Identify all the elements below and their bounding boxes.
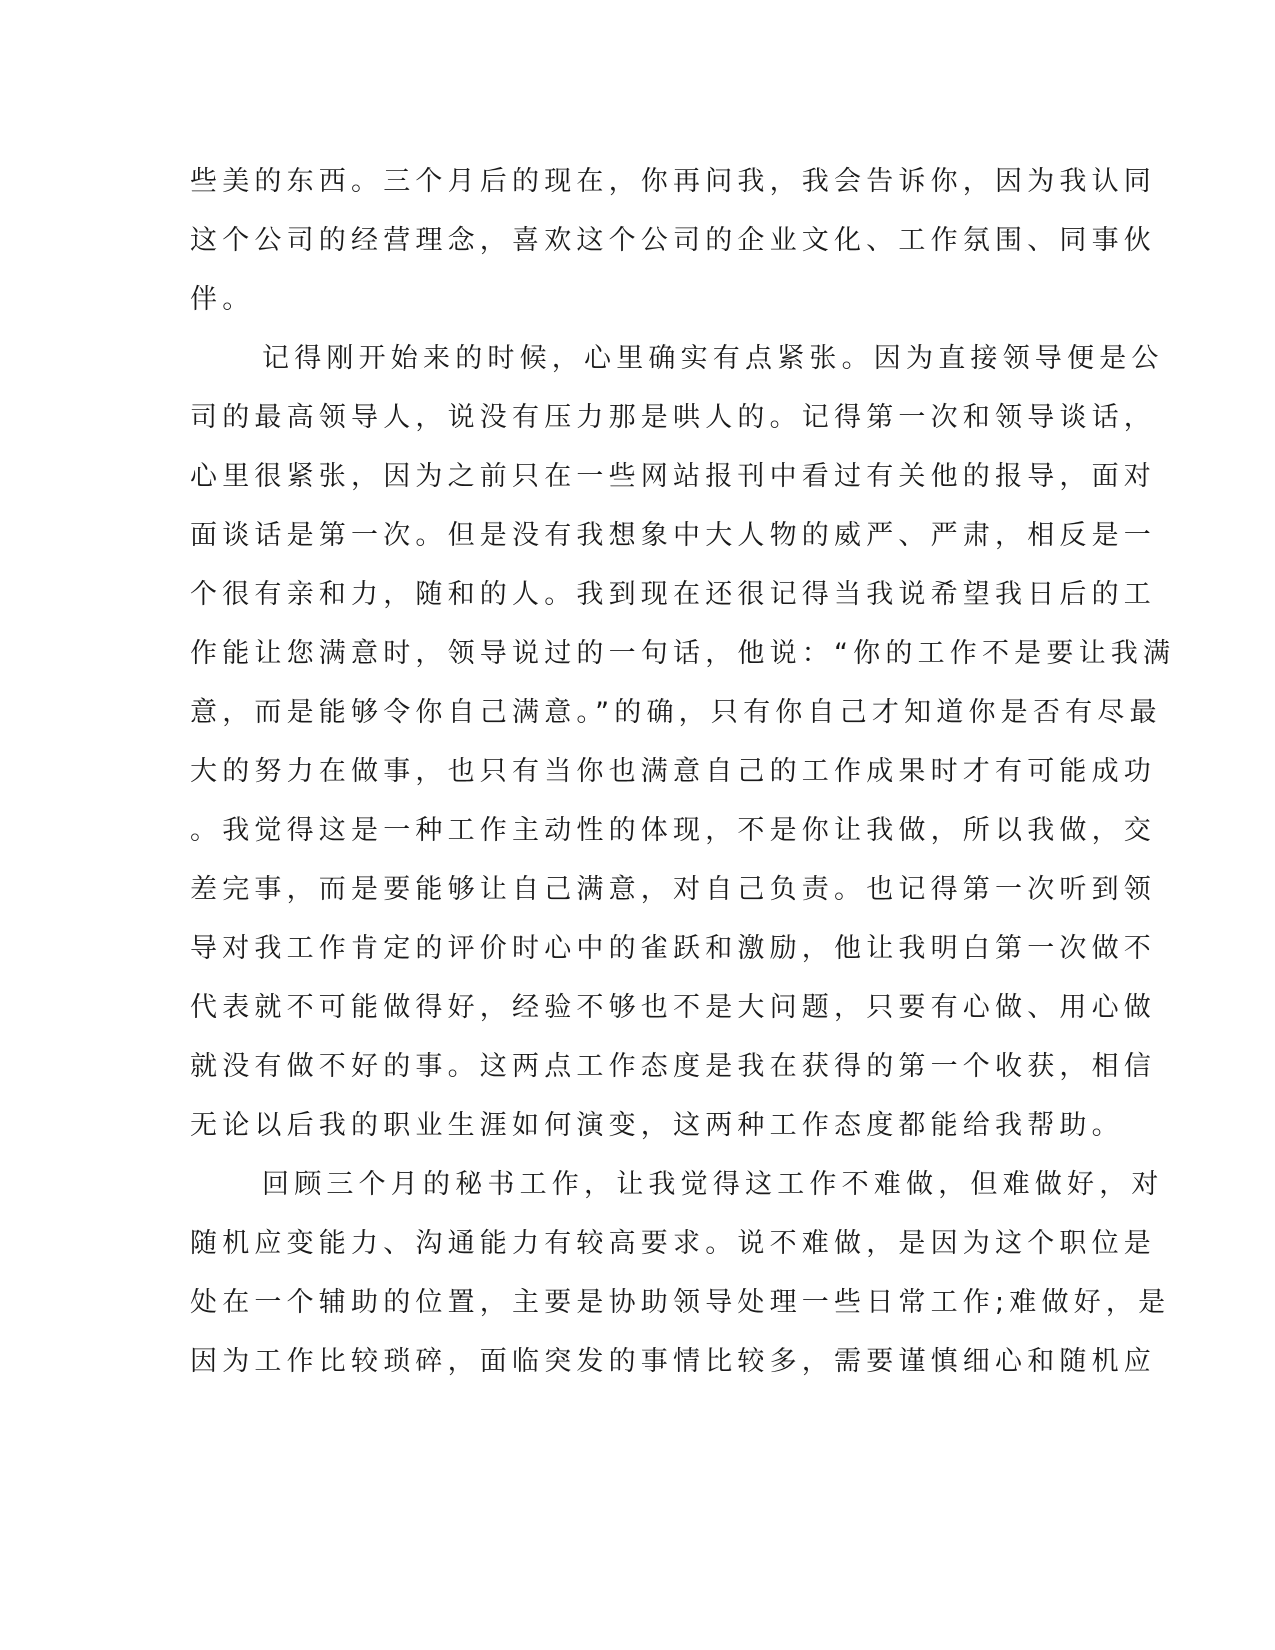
text-line: 个很有亲和力，随和的人。我到现在还很记得当我说希望我日后的工 — [190, 579, 1156, 610]
text-line: 心里很紧张，因为之前只在一些网站报刊中看过有关他的报导，面对 — [190, 461, 1156, 492]
text-line: 伴。 — [190, 284, 255, 315]
text-line: 面谈话是第一次。但是没有我想象中大人物的威严、严肃，相反是一 — [190, 520, 1156, 551]
text-line: 随机应变能力、沟通能力有较高要求。说不难做，是因为这个职位是 — [190, 1228, 1156, 1259]
text-line: 就没有做不好的事。这两点工作态度是我在获得的第一个收获，相信 — [190, 1051, 1156, 1082]
text-line: 因为工作比较琐碎，面临突发的事情比较多，需要谨慎细心和随机应 — [190, 1346, 1156, 1377]
paragraph-start-line: 回顾三个月的秘书工作，让我觉得这工作不难做，但难做好，对 — [262, 1169, 1164, 1200]
text-line: 这个公司的经营理念，喜欢这个公司的企业文化、工作氛围、同事伙 — [190, 225, 1156, 256]
text-line: 作能让您满意时，领导说过的一句话，他说：“你的工作不是要让我满 — [190, 638, 1176, 669]
text-line: 意，而是能够令你自己满意。”的确，只有你自己才知道你是否有尽最 — [190, 697, 1162, 728]
text-line: 。我觉得这是一种工作主动性的体现，不是你让我做，所以我做，交 — [190, 815, 1156, 846]
text-line: 无论以后我的职业生涯如何演变，这两种工作态度都能给我帮助。 — [190, 1110, 1124, 1141]
text-line: 代表就不可能做得好，经验不够也不是大问题，只要有心做、用心做 — [190, 992, 1156, 1023]
text-line: 差完事，而是要能够让自己满意，对自己负责。也记得第一次听到领 — [190, 874, 1156, 905]
paragraph-start-line: 记得刚开始来的时候，心里确实有点紧张。因为直接领导便是公 — [262, 343, 1164, 374]
text-line: 些美的东西。三个月后的现在，你再问我，我会告诉你，因为我认同 — [190, 166, 1156, 197]
text-line: 大的努力在做事，也只有当你也满意自己的工作成果时才有可能成功 — [190, 756, 1156, 787]
text-line: 司的最高领导人，说没有压力那是哄人的。记得第一次和领导谈话， — [190, 402, 1156, 433]
text-line: 导对我工作肯定的评价时心中的雀跃和激励，他让我明白第一次做不 — [190, 933, 1156, 964]
text-line: 处在一个辅助的位置，主要是协助领导处理一些日常工作;难做好，是 — [190, 1287, 1171, 1318]
